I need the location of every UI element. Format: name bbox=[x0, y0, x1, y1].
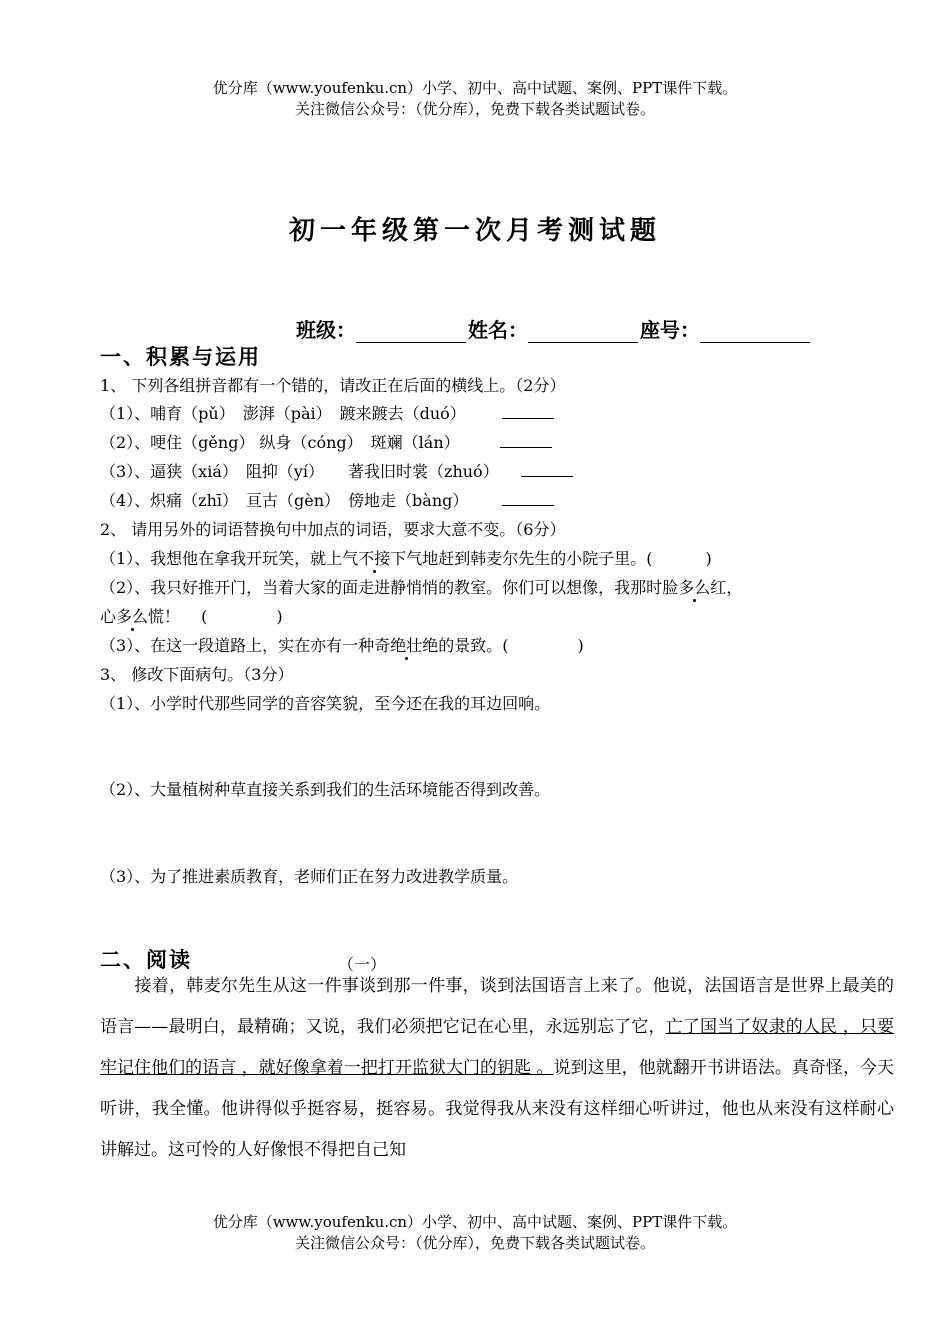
page-header bbox=[0, 78, 950, 120]
q2-prompt: 2、 请用另外的词语替换句中加点的词语，要求大意不变。（6分） bbox=[100, 520, 566, 539]
passage-text-a: 接着，韩麦尔先生从这一件事谈到那一件事，谈到法国语言上来了。他说，法国语言是世界上最美的语言——最明白，最精确；又说，我们必须把它记在心里，永远别忘了它， bbox=[100, 976, 894, 1037]
q2-item-2-line-a: （2）、我只好推开门，当着大家的面走进静悄悄的教室。你们可以想像，我那时脸多么红， bbox=[100, 578, 743, 597]
passage-text-b: 说到这里，他就翻开书讲语法。真奇怪，今天听讲，我全懂。他讲得似乎挺容易，挺容易。我觉得我从来没有这样细心听讲过，他也从来没有这样耐心讲解过。这可怜的人好像恨不得把自己知 bbox=[100, 1058, 894, 1160]
q1-answer-blank-4[interactable] bbox=[502, 490, 554, 506]
dotted-word: 上气不接下气 bbox=[326, 549, 423, 568]
section1-heading: 一、积累与运用 bbox=[100, 344, 261, 369]
q3-item-3: （3）、为了推进素质教育，老师们正在努力改进教学质量。 bbox=[100, 867, 519, 886]
page-footer bbox=[0, 1212, 950, 1254]
page-title: 初一年级第一次月考测试题 bbox=[288, 216, 661, 246]
name-label: 姓名： bbox=[468, 318, 528, 342]
q2-item-2-line-b: 心多么慌！ ( ) bbox=[100, 607, 283, 626]
seat-blank[interactable] bbox=[700, 322, 810, 343]
q3-item-2: （2）、大量植树种草直接关系到我们的生活环境能否得到改善。 bbox=[100, 780, 551, 799]
q1-answer-blank-3[interactable] bbox=[521, 461, 573, 477]
q2-item-1: （1）、我想他在拿我开玩笑，就上气不接下气地赶到韩麦尔先生的小院子里。( ) bbox=[100, 549, 712, 568]
q1-prompt: 1、 下列各组拼音都有一个错的，请改正在后面的横线上。（2分） bbox=[100, 376, 566, 395]
q1-item-4: （4）、炽痛（zhī） 亘古（gèn） 傍地走（bàng） bbox=[100, 488, 554, 511]
dotted-word: 奇绝壮绝 bbox=[374, 636, 439, 655]
class-label: 班级： bbox=[296, 318, 356, 342]
header-line-2: 关注微信公众号：（优分库），免费下载各类试题试卷。 bbox=[294, 100, 655, 118]
q3-item-1: （1）、小学时代那些同学的音容笑貌，至今还在我的耳边回响。 bbox=[100, 694, 551, 713]
seat-label: 座号： bbox=[640, 318, 700, 342]
footer-line-2: 关注微信公众号：（优分库），免费下载各类试题试卷。 bbox=[294, 1234, 655, 1252]
name-blank[interactable] bbox=[528, 322, 638, 343]
q1-answer-blank-1[interactable] bbox=[502, 403, 554, 419]
q2-item-3: （3）、在这一段道路上，实在亦有一种奇绝壮绝的景致。( ) bbox=[100, 636, 584, 655]
dotted-word: 心多么慌 bbox=[100, 607, 165, 626]
passage-number: （一） bbox=[338, 955, 387, 974]
q1-item-2: （2）、哽住（gěng） 纵身（cóng） 斑斓（lán） bbox=[100, 430, 552, 453]
q1-item-3: （3）、逼狭（xiá） 阻抑（yí） 著我旧时裳（zhuó） bbox=[100, 459, 573, 482]
q1-item-1: （1）、哺育（pǔ） 澎湃（pài） 踱来踱去（duó） bbox=[100, 401, 554, 424]
dotted-word: 脸多么红 bbox=[662, 578, 727, 597]
student-info-line bbox=[296, 314, 812, 343]
class-blank[interactable] bbox=[356, 322, 466, 343]
q3-prompt: 3、 修改下面病句。（3分） bbox=[100, 665, 294, 684]
footer-line-1: 优分库（www.youfenku.cn）小学、初中、高中试题、案例、PPT课件下载。 bbox=[212, 1213, 738, 1231]
q1-answer-blank-2[interactable] bbox=[500, 432, 552, 448]
section2-heading: 二、阅读 bbox=[100, 947, 192, 972]
header-line-1: 优分库（www.youfenku.cn）小学、初中、高中试题、案例、PPT课件下载。 bbox=[212, 79, 738, 97]
reading-passage bbox=[100, 966, 894, 1171]
passage-underlined-text: 亡了国当了奴隶的人民 ，只要牢记住他们的语言 ，就好像拿着一把打开监狱大门的钥匙 。 bbox=[100, 1017, 894, 1078]
